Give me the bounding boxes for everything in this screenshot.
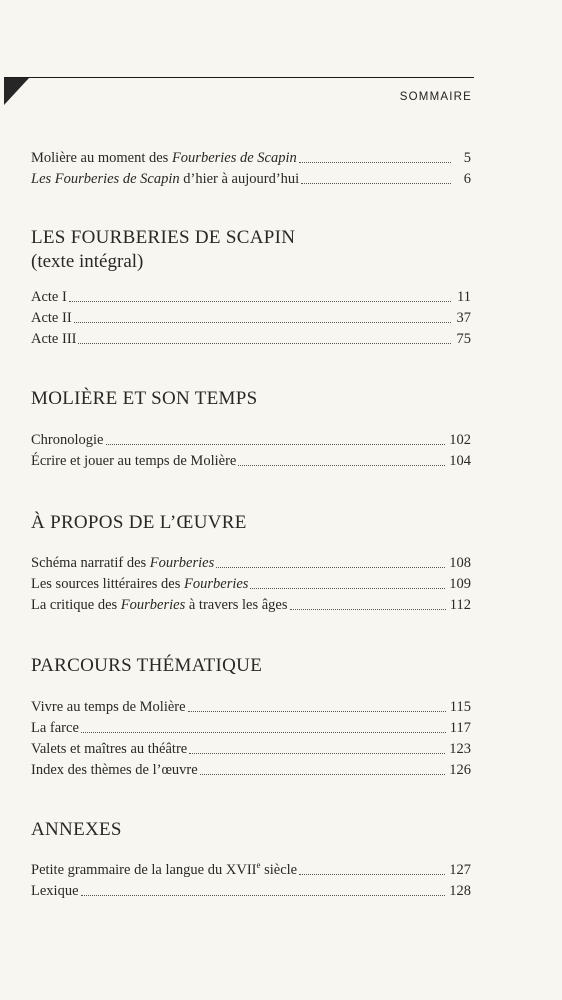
toc-entry-title [31, 718, 79, 739]
intro-entries [31, 148, 471, 190]
section-heading: ANNEXES [31, 819, 122, 840]
toc-entry[interactable] [31, 553, 471, 574]
toc-entry[interactable] [31, 718, 471, 739]
toc-entry-title-part: d’hier à aujourd’hui [179, 171, 300, 187]
dot-leader [74, 322, 451, 323]
toc-entry-page: 104 [449, 453, 471, 469]
section-entries [31, 860, 471, 902]
section-moliere-temps [31, 387, 471, 469]
section-annexes [31, 818, 471, 899]
toc-entry-title [31, 881, 79, 902]
toc-entry[interactable] [31, 308, 471, 329]
toc-entry[interactable] [31, 860, 471, 881]
section-heading: LES FOURBERIES DE SCAPIN [31, 227, 296, 248]
dot-leader [78, 343, 451, 344]
toc-entry-title-part: Fourberies [120, 597, 186, 613]
toc-entry[interactable] [31, 169, 471, 190]
section-entries [31, 553, 471, 616]
section-parcours [31, 654, 471, 778]
dot-leader [299, 162, 451, 163]
dot-leader [216, 567, 445, 568]
toc-entry-title-part: Les Fourberies de Scapin [31, 171, 180, 187]
toc-entry-title-part: Fourberies [149, 555, 215, 571]
dot-leader [188, 711, 446, 712]
toc-entry-title [31, 287, 67, 308]
dot-leader [81, 895, 446, 896]
running-title: SOMMAIRE [399, 91, 472, 103]
dot-leader [189, 753, 445, 754]
toc-entry-page: 109 [449, 576, 471, 592]
toc-entry-title [31, 553, 214, 574]
header-rule [4, 77, 474, 78]
toc-entry-title-part: Fourberies de Scapin [171, 150, 297, 166]
toc-entry-title-part: à travers les âges [185, 597, 288, 613]
dot-leader [301, 183, 451, 184]
toc-entry[interactable] [31, 148, 471, 169]
toc-entry-page: 126 [449, 762, 471, 778]
section-entries [31, 287, 471, 350]
toc-entry-title [31, 574, 248, 595]
toc-entry-page: 112 [449, 597, 471, 613]
section-entries [31, 697, 471, 781]
toc-entry-title [31, 430, 104, 451]
toc-entry-title-part: Valets et maîtres au théâtre [31, 741, 188, 757]
toc-entry-title-part: Les sources littéraires des [31, 576, 185, 592]
toc-entry-title [31, 595, 288, 616]
toc-entry-page: 102 [449, 432, 471, 448]
dot-leader [200, 774, 446, 775]
corner-triangle-mark [4, 78, 29, 105]
toc-entry-title [31, 148, 297, 169]
toc-entry-title-part: Fourberies [184, 576, 249, 592]
toc-entry-title-part: Acte III [31, 331, 77, 347]
toc-entry-title [31, 169, 299, 190]
toc-entry-title-part: Molière au moment des [31, 150, 172, 166]
section-propos-oeuvre [31, 511, 471, 613]
toc-entry[interactable] [31, 739, 471, 760]
toc-entry-page: 11 [457, 289, 471, 305]
toc-entry[interactable] [31, 760, 471, 781]
toc-entry-title-part: Chronologie [31, 432, 104, 448]
toc-entry-page: 123 [449, 741, 471, 757]
toc-entry-page: 6 [463, 171, 471, 187]
toc-entry-title-part: La critique des [31, 597, 121, 613]
dot-leader [299, 874, 445, 875]
toc-entry-title-part: Écrire et jouer au temps de Molière [31, 453, 237, 469]
toc-entry-page: 128 [449, 883, 471, 899]
toc-entry-title-part: Schéma narratif des [31, 555, 150, 571]
section-heading: MOLIÈRE ET SON TEMPS [31, 388, 258, 409]
toc-entry-title [31, 739, 187, 760]
toc-entry-title-part: Vivre au temps de Molière [31, 699, 186, 715]
toc-entry-page: 108 [449, 555, 471, 571]
dot-leader [238, 465, 445, 466]
toc-entry-title [31, 760, 198, 781]
toc-entry-title-part: Lexique [31, 883, 79, 899]
toc-entry-title [31, 697, 186, 718]
section-heading: À PROPOS DE L’ŒUVRE [31, 512, 247, 533]
toc-entry-page: 5 [463, 150, 471, 166]
toc-entry[interactable] [31, 451, 471, 472]
toc-entry-title-part: siècle [260, 862, 298, 878]
toc-entry[interactable] [31, 329, 471, 350]
dot-leader [81, 732, 446, 733]
toc-entry-title-part: Petite grammaire de la langue du XVII [31, 862, 257, 878]
toc-entry-title [31, 451, 236, 472]
dot-leader [69, 301, 451, 302]
toc-entry[interactable] [31, 881, 471, 902]
toc-entry[interactable] [31, 697, 471, 718]
toc-entry-page: 127 [449, 862, 471, 878]
toc-entry-page: 117 [449, 720, 471, 736]
toc-entry[interactable] [31, 287, 471, 308]
toc-entry-title [31, 329, 76, 350]
toc-entry-title-part: Index des thèmes de l’œuvre [31, 762, 198, 778]
dot-leader [250, 588, 445, 589]
toc-entry-title-part: Acte I [31, 289, 67, 305]
toc-entry-title-part: La farce [31, 720, 79, 736]
section-fourberies [31, 226, 471, 347]
toc-entry-page: 37 [456, 310, 471, 326]
toc-entry[interactable] [31, 430, 471, 451]
dot-leader [290, 609, 446, 610]
toc-entry[interactable] [31, 595, 471, 616]
section-subheading: (texte intégral) [31, 251, 144, 272]
toc-entry-title-part: Acte II [31, 310, 72, 326]
toc-entry[interactable] [31, 574, 471, 595]
dot-leader [106, 444, 446, 445]
toc-entry-title-part: e [256, 860, 261, 870]
section-entries [31, 430, 471, 472]
toc-entry-title [31, 308, 72, 329]
toc-entry-title [31, 860, 297, 881]
toc-entry-page: 75 [456, 331, 471, 347]
section-heading: PARCOURS THÉMATIQUE [31, 655, 263, 676]
toc-entry-page: 115 [449, 699, 471, 715]
